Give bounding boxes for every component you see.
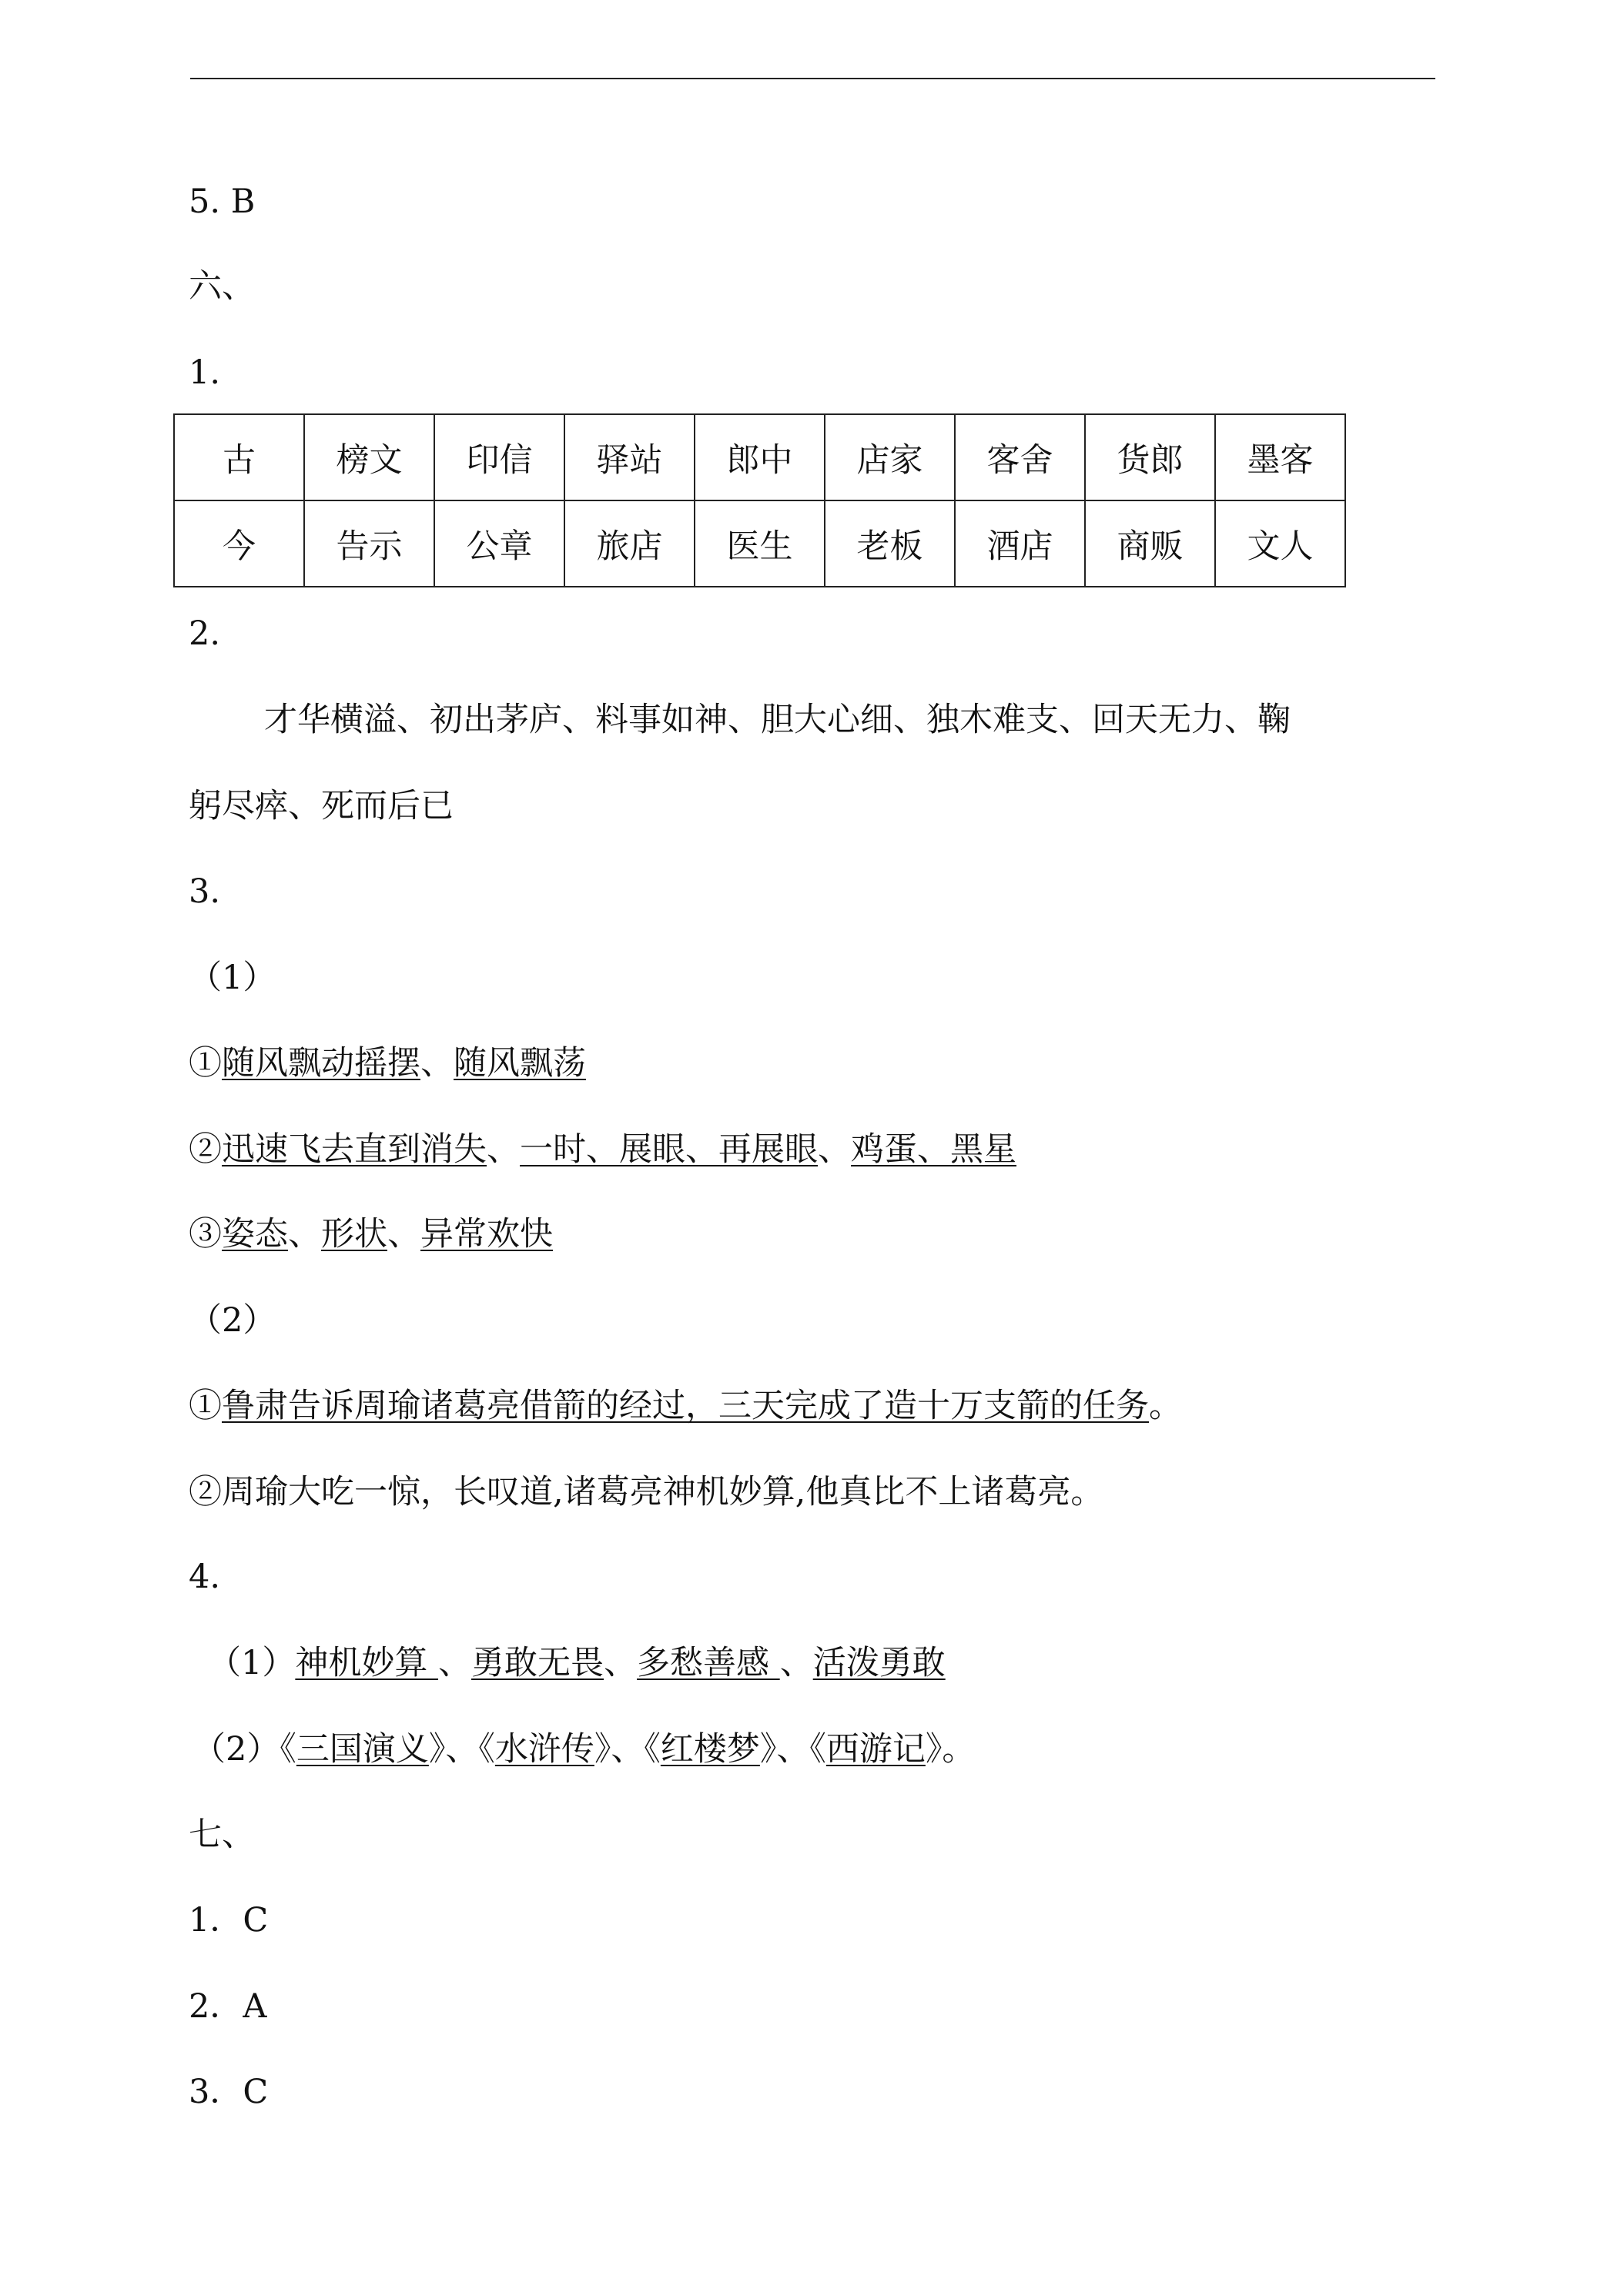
underlined-answer: 迅速飞去直到消失 bbox=[222, 1130, 487, 1169]
book-title: 西游记 bbox=[825, 1730, 926, 1769]
part-label: （2） bbox=[193, 1730, 280, 1769]
separator: 、 bbox=[604, 1644, 638, 1682]
table-cell: 榜文 bbox=[304, 414, 434, 500]
book-mark: 》、《 bbox=[759, 1730, 826, 1769]
part-label: （1） bbox=[208, 1644, 296, 1682]
q4-label: 4. bbox=[189, 1558, 221, 1596]
book-mark: 》。 bbox=[925, 1730, 976, 1769]
q3-part2-label: （2） bbox=[189, 1301, 276, 1340]
table-cell: 商贩 bbox=[1085, 500, 1215, 587]
sec7-answer-3: 3．C bbox=[189, 2073, 269, 2111]
q2-label: 2. bbox=[189, 614, 221, 653]
table-cell: 医生 bbox=[695, 500, 825, 587]
underlined-answer: 勇敢无畏 bbox=[471, 1644, 604, 1682]
table-cell: 货郎 bbox=[1085, 414, 1215, 500]
underlined-answer: 随风飘动摇摆 bbox=[222, 1044, 420, 1083]
q3-part1-item2 bbox=[189, 1126, 1016, 1173]
q4-part1 bbox=[208, 1640, 946, 1686]
item-number: ② bbox=[189, 1130, 222, 1169]
underlined-answer: 神机妙算 bbox=[295, 1644, 439, 1682]
q3-part2-item2: ②周瑜大吃一惊，长叹道,诸葛亮神机妙算,他真比不上诸葛亮。 bbox=[189, 1473, 1104, 1511]
table-row-ancient bbox=[174, 414, 1345, 500]
header-rule bbox=[190, 78, 1435, 79]
q4-part2 bbox=[193, 1726, 975, 1772]
q2-answer-line2: 躬尽瘁、死而后已 bbox=[189, 787, 454, 825]
table-cell: 店家 bbox=[825, 414, 955, 500]
q3-part2-item1 bbox=[189, 1383, 1182, 1429]
separator: 、 bbox=[818, 1130, 851, 1169]
separator: 、 bbox=[438, 1644, 472, 1682]
sec7-answer-1: 1．C bbox=[189, 1901, 269, 1940]
separator: 、 bbox=[487, 1130, 520, 1169]
ancient-modern-table bbox=[173, 413, 1346, 587]
table-cell: 旅店 bbox=[564, 500, 695, 587]
separator: 、 bbox=[387, 1215, 420, 1253]
sec7-answer-2: 2．A bbox=[189, 1987, 267, 2026]
underlined-answer: 随风飘荡 bbox=[454, 1044, 586, 1083]
q3-part1-item3 bbox=[189, 1211, 553, 1257]
table-cell: 老板 bbox=[825, 500, 955, 587]
book-title: 红楼梦 bbox=[660, 1730, 760, 1769]
period: 。 bbox=[1149, 1387, 1182, 1425]
underlined-answer: 姿态 bbox=[222, 1215, 288, 1253]
table-cell: 驿站 bbox=[564, 414, 695, 500]
section-6-heading: 六、 bbox=[189, 267, 255, 306]
underlined-answer: 一时、展眼、再展眼 bbox=[520, 1130, 818, 1169]
separator: 、 bbox=[288, 1215, 321, 1253]
book-title: 三国演义 bbox=[296, 1730, 429, 1769]
underlined-answer: 鸡蛋、黑星 bbox=[851, 1130, 1016, 1169]
table-cell: 告示 bbox=[304, 500, 434, 587]
table-row-modern bbox=[174, 500, 1345, 587]
q3-part1-label: （1） bbox=[189, 959, 276, 997]
underlined-answer: 异常欢快 bbox=[420, 1215, 553, 1253]
book-mark: 》、《 bbox=[594, 1730, 661, 1769]
underlined-answer: 鲁肃告诉周瑜诸葛亮借箭的经过，三天完成了造十万支箭的任务 bbox=[222, 1387, 1149, 1425]
q2-answer-line1: 才华横溢、初出茅庐、料事如神、胆大心细、独木难支、回天无力、鞠 bbox=[264, 701, 1291, 739]
book-title: 水浒传 bbox=[494, 1730, 594, 1769]
answer-q5: 5. B bbox=[189, 182, 256, 221]
table-cell: 郎中 bbox=[695, 414, 825, 500]
table-cell: 墨客 bbox=[1215, 414, 1345, 500]
q3-part1-item1 bbox=[189, 1040, 586, 1086]
section-7-heading: 七、 bbox=[189, 1816, 255, 1854]
table-cell: 印信 bbox=[434, 414, 564, 500]
underlined-answer: 活泼勇敢 bbox=[812, 1644, 946, 1682]
q1-label: 1. bbox=[189, 353, 221, 392]
item-number: ① bbox=[189, 1387, 222, 1425]
separator: 、 bbox=[779, 1644, 813, 1682]
row-head-ancient: 古 bbox=[174, 414, 304, 500]
book-mark: 》、《 bbox=[428, 1730, 495, 1769]
item-number: ③ bbox=[189, 1215, 222, 1253]
book-mark: 《 bbox=[280, 1730, 296, 1769]
table-cell: 文人 bbox=[1215, 500, 1345, 587]
item-number: ① bbox=[189, 1044, 222, 1083]
table-cell: 客舍 bbox=[955, 414, 1085, 500]
underlined-answer: 形状 bbox=[321, 1215, 387, 1253]
q3-label: 3. bbox=[189, 872, 221, 911]
row-head-modern: 今 bbox=[174, 500, 304, 587]
table-cell: 公章 bbox=[434, 500, 564, 587]
table-cell: 酒店 bbox=[955, 500, 1085, 587]
underlined-answer: 多愁善感 bbox=[637, 1644, 780, 1682]
separator: 、 bbox=[420, 1044, 454, 1083]
